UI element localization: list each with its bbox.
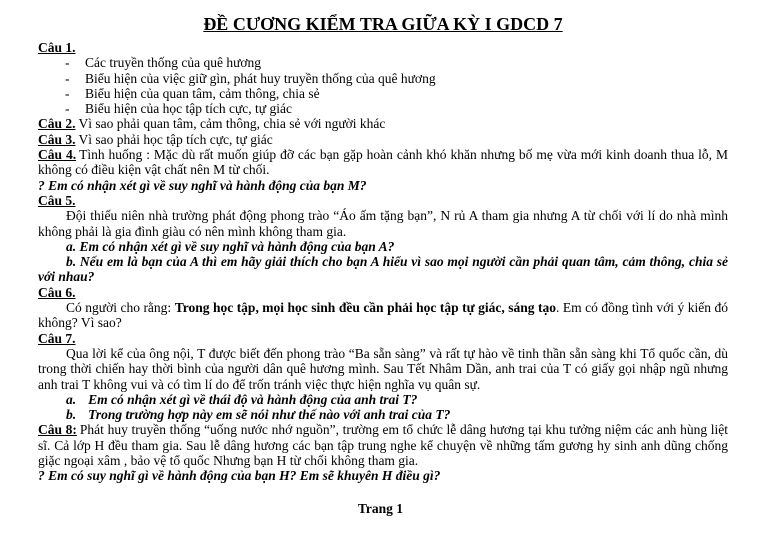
cau7-paragraph: Qua lời kể của ông nội, T được biết đến phong trào “Ba sẵn sàng” và rất tự hào về tinh thần sẵn sàng khi Tổ quốc cần, dù trong thời chiến hay thời bình của người dân quê hương mình. Sau Tết Nhâm Dần, anh trai của T có giấy gọi nhập ngũ nhưng anh trai T không vui và có tìm lí do để trốn tránh việc thực hiện nghĩa vụ quân sự. bbox=[38, 345, 728, 392]
cau5-label: Câu 5. bbox=[38, 192, 76, 208]
cau2-line bbox=[38, 116, 728, 131]
cau6-lead: Có người cho rằng: bbox=[66, 300, 175, 316]
cau3-line bbox=[38, 132, 728, 147]
dash-bullet-icon: - bbox=[65, 55, 70, 71]
bullet-text: Các truyền thống của quê hương bbox=[85, 55, 262, 71]
cau7-item-a-marker: a. bbox=[66, 391, 77, 407]
cau8-label: Câu 8: bbox=[38, 422, 77, 438]
cau4-label: Câu 4. bbox=[38, 147, 77, 163]
cau1-heading bbox=[38, 40, 728, 55]
cau3-label: Câu 3. bbox=[38, 131, 76, 147]
page-title-text: ĐỀ CƯƠNG KIỂM TRA GIỮA KỲ I GDCD 7 bbox=[203, 14, 563, 34]
cau6-heading bbox=[38, 285, 728, 300]
cau6-tail: . Em có đồng tình với ý kiến đó không? Vì sao? bbox=[38, 300, 729, 331]
cau1-bullet-1 bbox=[38, 55, 728, 70]
cau8-text: Phát huy truyền thống “uống nước nhớ nguồn”, trường em tổ chức lễ dâng hương tại khu tưởng niệm các anh hùng liệt sĩ. Cả lớp H đều tham gia. Sau lễ dâng hương các bạn tập trung nghe kể chuyện về những tấm gương hy sinh anh dũng chống giặc ngoại xâm , bảo vệ tổ quốc Nhưng bạn H từ chối không tham gia. bbox=[38, 422, 728, 469]
cau6-label: Câu 6. bbox=[38, 284, 76, 300]
cau1-bullet-3 bbox=[38, 86, 728, 101]
dash-bullet-icon: - bbox=[65, 85, 70, 101]
bullet-text: Biểu hiện của quan tâm, cảm thông, chia sẻ bbox=[85, 85, 320, 101]
cau7-item-b-text: Trong trường hợp này em sẽ nói như thế nào với anh trai của T? bbox=[88, 407, 451, 423]
cau2-label: Câu 2. bbox=[38, 116, 76, 132]
cau5-item-a: a. Em có nhận xét gì về suy nghĩ và hành động của bạn A? bbox=[66, 238, 395, 254]
cau4-text: Tình huống : Mặc dù rất muốn giúp đỡ các bạn gặp hoàn cảnh khó khăn nhưng bố mẹ vừa mới kinh doanh thua lỗ, M không có điều kiện vật chất nên M từ chối. bbox=[38, 147, 728, 178]
cau1-label: Câu 1. bbox=[38, 40, 76, 55]
cau7-label: Câu 7. bbox=[38, 330, 76, 346]
cau1-bullet-4 bbox=[38, 101, 728, 116]
cau4-paragraph bbox=[38, 147, 728, 178]
page-number: Trang 1 bbox=[357, 500, 404, 516]
bullet-text: Biểu hiện của học tập tích cực, tự giác bbox=[85, 101, 292, 117]
page-title bbox=[38, 13, 728, 35]
cau5-paragraph: Đội thiếu niên nhà trường phát động phong trào “Áo ấm tặng bạn”, N rủ A tham gia nhưng A từ chối với lí do nhà mình không phải là gia đình giàu có nên mình không tham gia. bbox=[38, 208, 728, 239]
cau7-item-a-text: Em có nhận xét gì về thái độ và hành động của anh trai T? bbox=[88, 391, 418, 407]
cau5-item-b: b. Nếu em là bạn của A thì em hãy giải thích cho bạn A hiểu vì sao mọi người cần phải quan tâm, cảm thông, chia sẻ với nhau? bbox=[38, 254, 728, 285]
cau6-claim: Trong học tập, mọi học sinh đều cần phải học tập tự giác, sáng tạo bbox=[174, 300, 557, 316]
cau1-bullet-2 bbox=[38, 71, 728, 86]
cau3-text: Vì sao phải học tập tích cực, tự giác bbox=[78, 131, 273, 147]
cau6-paragraph bbox=[38, 300, 728, 331]
cau4-question: ? Em có nhận xét gì về suy nghĩ và hành động của bạn M? bbox=[38, 177, 367, 193]
cau7-heading bbox=[38, 331, 728, 346]
bullet-text: Biểu hiện của việc giữ gìn, phát huy truyền thống của quê hương bbox=[85, 70, 436, 86]
dash-bullet-icon: - bbox=[65, 101, 70, 117]
cau7-item-b bbox=[38, 407, 728, 422]
cau8-paragraph bbox=[38, 422, 728, 468]
cau7-item-a bbox=[38, 392, 728, 407]
cau8-question: ? Em có suy nghĩ gì về hành động của bạn H? Em sẽ khuyên H điều gì? bbox=[38, 468, 441, 484]
cau7-item-b-marker: b. bbox=[66, 407, 77, 423]
cau5-heading bbox=[38, 193, 728, 208]
dash-bullet-icon: - bbox=[65, 70, 70, 86]
cau2-text: Vì sao phải quan tâm, cảm thông, chia sẻ với người khác bbox=[78, 116, 386, 132]
